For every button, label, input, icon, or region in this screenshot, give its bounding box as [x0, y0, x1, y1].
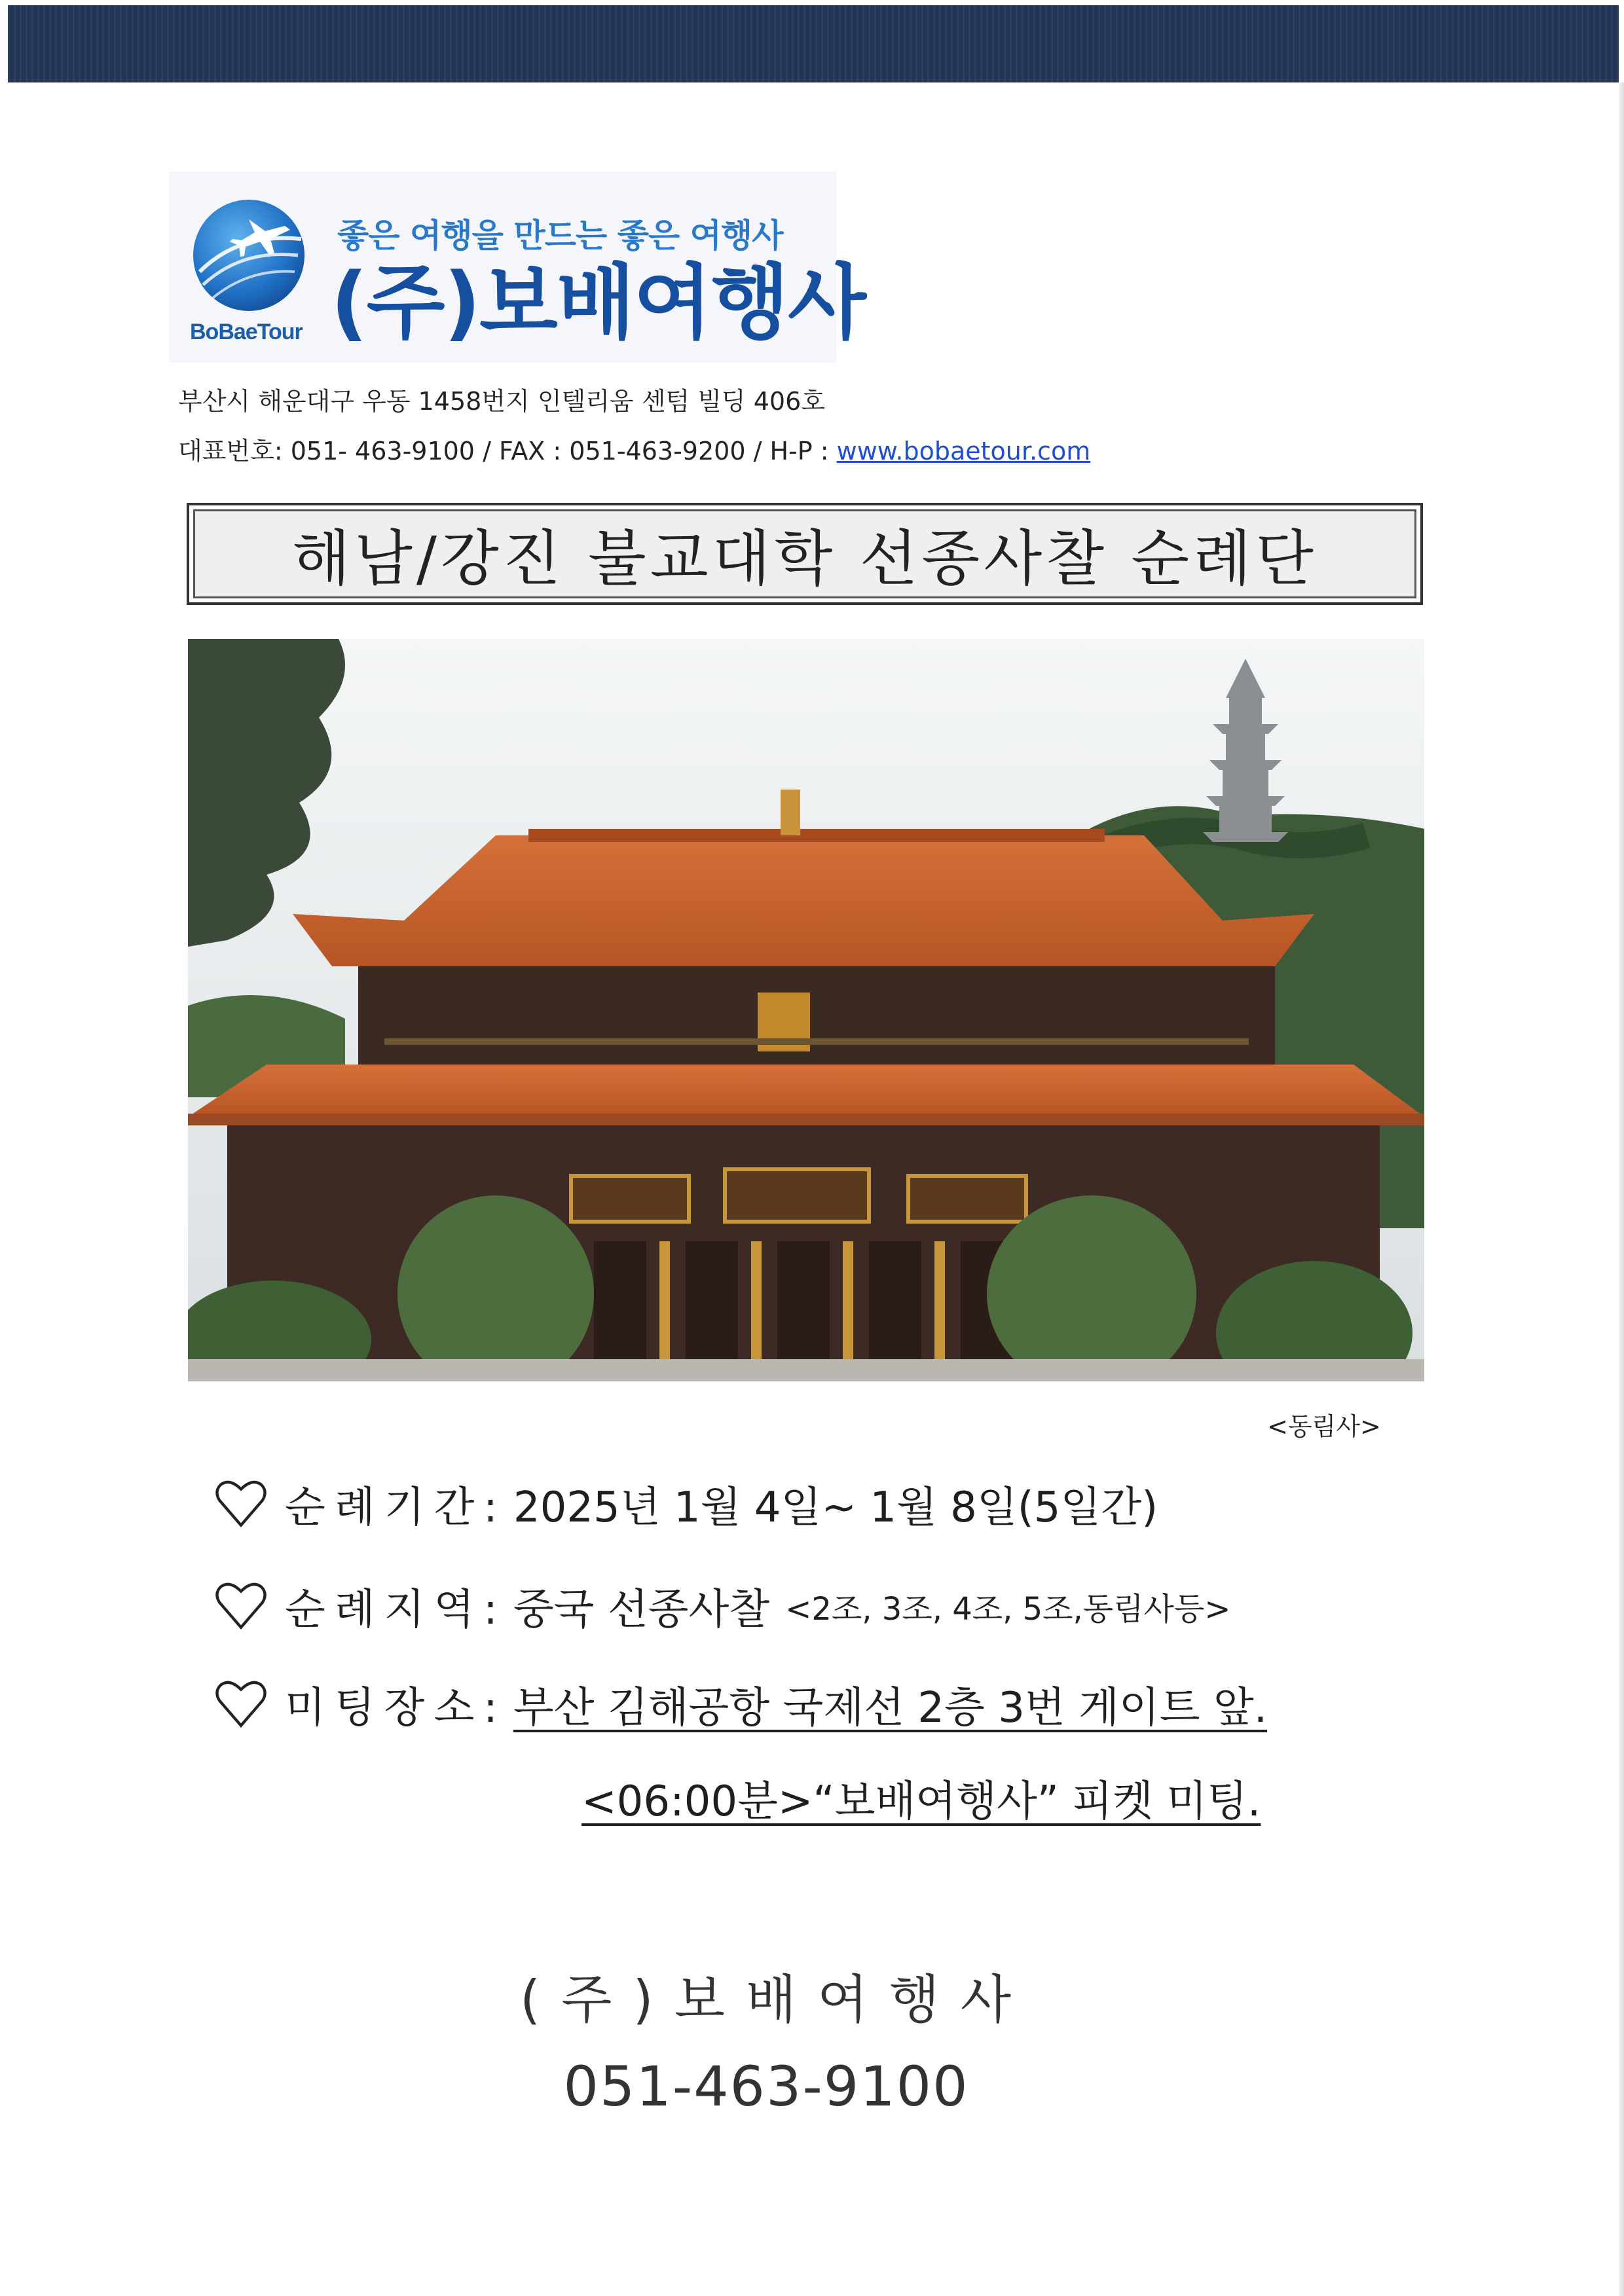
globe-airplane-icon [187, 193, 311, 318]
company-address: 부산시 해운대구 우동 1458번지 인텔리움 센텀 빌딩 406호 [178, 387, 825, 416]
footer-phone: 051-463-9100 [563, 2054, 969, 2119]
logo-company-name: (주)보배여행사 [331, 256, 866, 350]
detail-note: <2조, 3조, 4조, 5조,동림사등> [785, 1590, 1231, 1628]
detail-region [213, 1570, 1231, 1642]
detail-meeting [213, 1668, 1267, 1740]
title-box [187, 503, 1423, 605]
detail-label: 미팅장소: [285, 1684, 507, 1732]
scan-right-edge [1619, 82, 1624, 2296]
website-link[interactable]: www.bobaetour.com [836, 437, 1091, 465]
detail-label: 순례지역: [285, 1586, 507, 1634]
heart-icon [213, 1476, 269, 1532]
detail-period [213, 1468, 1158, 1540]
temple-photo [188, 639, 1424, 1381]
contact-numbers: 대표번호: 051- 463-9100 / FAX : 051-463-9200 / H-P : [178, 437, 837, 465]
logo-brand-text: BoBaeTour [190, 319, 303, 344]
photo-caption: <동림사> [1267, 1412, 1381, 1441]
logo-slogan: 좋은 여행을 만드는 좋은 여행사 [337, 217, 783, 255]
heart-icon [213, 1578, 269, 1634]
detail-label: 순례기간: [285, 1484, 507, 1532]
detail-value: 부산 김해공항 국제선 2층 3번 게이트 앞. [513, 1684, 1268, 1732]
temple-illustration [188, 639, 1424, 1381]
footer-company: (주)보배여행사 [519, 1969, 1033, 2030]
detail-value: 2025년 1월 4일~ 1월 8일(5일간) [513, 1484, 1158, 1532]
meeting-time-note: <06:00분>“보배여행사” 피켓 미팅. [581, 1777, 1261, 1826]
heart-icon [213, 1676, 269, 1732]
detail-value: 중국 선종사찰 [513, 1586, 770, 1634]
scan-top-border [8, 5, 1619, 82]
company-contact [178, 431, 1090, 467]
page-title: 해남/강진 불교대학 선종사찰 순례단 [292, 524, 1318, 594]
